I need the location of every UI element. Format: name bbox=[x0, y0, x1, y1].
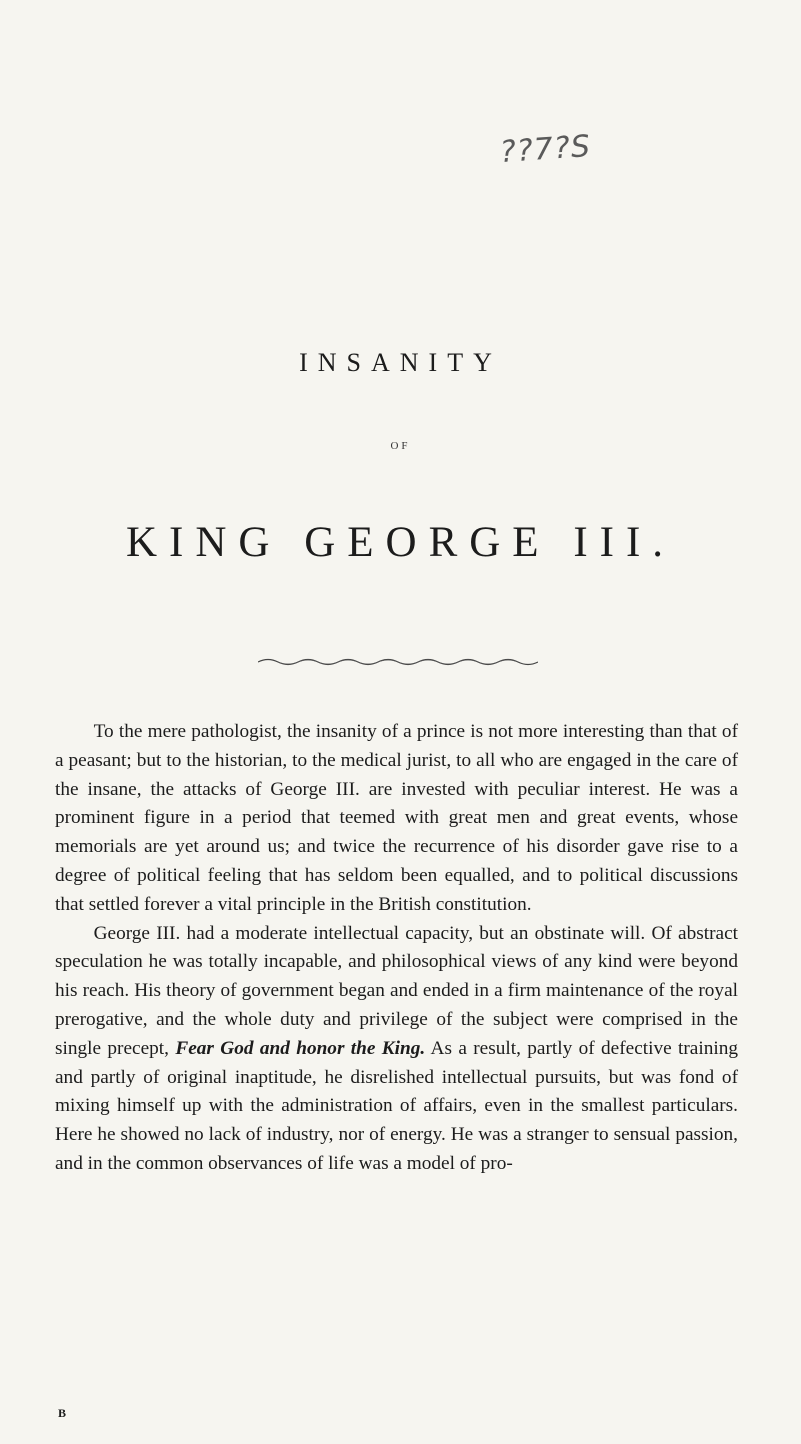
title-king-george: KING GEORGE III. bbox=[125, 519, 676, 566]
body-text bbox=[55, 718, 738, 1179]
signature-mark: B bbox=[58, 1406, 67, 1420]
handwritten-shelfmark: ??7?S bbox=[498, 128, 593, 171]
title-insanity: INSANITY bbox=[299, 348, 502, 377]
precept-text: Fear God and honor the King. bbox=[175, 1037, 426, 1059]
paragraph-1: To the mere pathologist, the insanity of a prince is not more interesting than that of a peasant; but to the historian, to the medical jurist, to all who are engaged in the care of the insane, the attacks of George III. are invested with peculiar interest. He was a prominent figure in a period that teemed with great men and great events, whose memorials are yet around us; and twice the recurrence of his disorder gave rise to a degree of political feeling that has seldom been equalled, and to political discussions that settled forever a vital principle in the British constitution. bbox=[55, 721, 738, 915]
paragraph-2 bbox=[55, 920, 738, 1179]
decorative-wavy-rule bbox=[258, 655, 538, 669]
paragraph-2-part-2: As a result, partly of defective training and partly of original inaptitude, he disrelished intellectual pursuits, but was fond of mixing himself up with the administration of affairs, even in the smallest particulars. Here he showed no lack of industry, nor of energy. He was a stranger to sensual passion, and in the common observances of life was a model of pro- bbox=[55, 1037, 738, 1174]
title-of: OF bbox=[390, 440, 411, 452]
paragraph-2-part-1: George III. had a moderate intellectual capacity, but an obstinate will. Of abstract speculation he was totally incapable, and philosophical views of any kind were beyond his reach. His theory of government began and ended in a firm maintenance of the royal prerogative, and the whole duty and privilege of the subject were comprised in the single precept, bbox=[55, 922, 738, 1059]
